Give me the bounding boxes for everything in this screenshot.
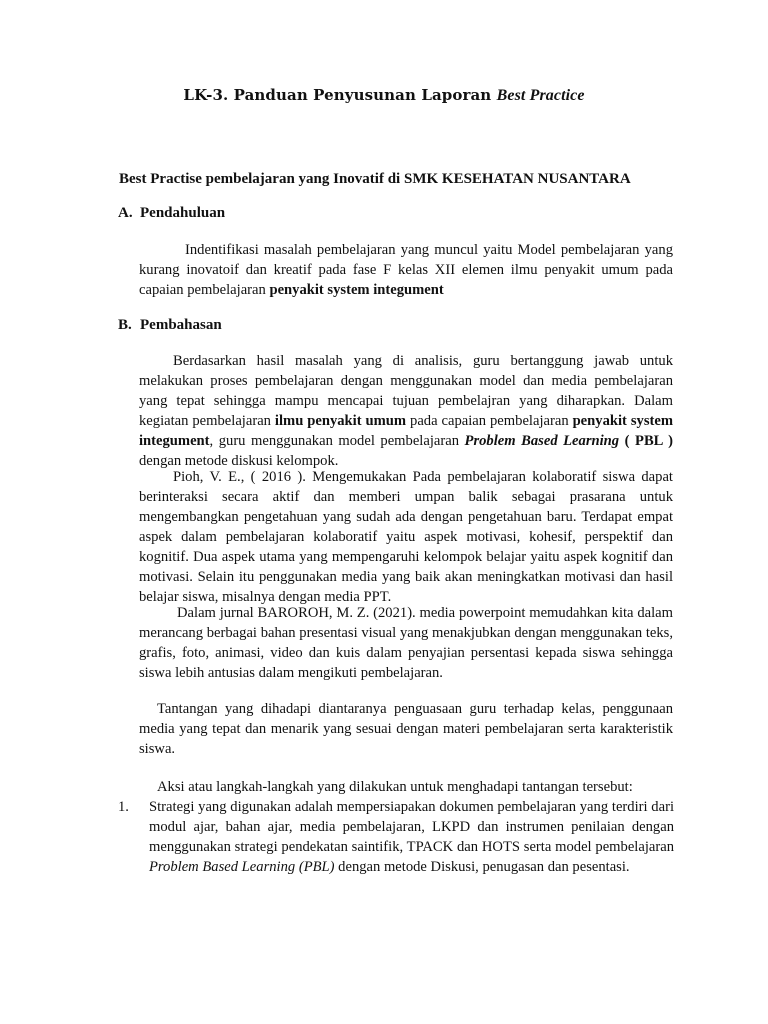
list-item — [118, 797, 674, 877]
title-main: LK-3. Panduan Penyusunan Laporan — [183, 86, 497, 104]
section-b-letter: B. — [118, 317, 132, 333]
section-b-heading — [118, 317, 222, 334]
section-b-paragraph-2: Pioh, V. E., ( 2016 ). Mengemukakan Pada pembelajaran kolaboratif siswa dapat berinteraksi secara aktif dan memberi umpan balik sebagai prasarana untuk mengembangkan pengetahuan yang sudah ada dengan pengetahuan baru. Terdapat empat aspek dalam pembelajaran kolaboratif yaitu aspek motivasi, kohesif, perspektif dan kognitif. Dua aspek utama yang mempengaruhi kelompok belajar yaitu aspek kognitif dan motivasi. Selain itu penggunakan media yang baik akan meningkatkan motivasi dan hasil belajar siswa, misalnya dengan media PPT. — [139, 469, 673, 605]
section-a-title: Pendahuluan — [140, 205, 226, 221]
section-a-letter: A. — [118, 205, 133, 221]
document-subtitle: Best Practise pembelajaran yang Inovatif di SMK KESEHATAN NUSANTARA — [119, 171, 631, 187]
action-list-intro: Aksi atau langkah-langkah yang dilakukan untuk menghadapi tantangan tersebut: — [157, 779, 633, 795]
section-b-paragraph-3: Dalam jurnal BAROROH, M. Z. (2021). media powerpoint memudahkan kita dalam merancang berbagai bahan presentasi visual yang menakjubkan dengan menggunakan teks, grafis, foto, animasi, video dan kuis dalam penyajian persentasi kepada siswa sehingga siswa lebih antusias dalam mengikuti pembelajaran. — [139, 605, 673, 681]
section-a-paragraph: Indentifikasi masalah pembelajaran yang muncul yaitu Model pembelajaran yang kurang inovatoif dan kreatif pada fase F kelas XII elemen ilmu penyakit umum pada capaian pembelajaran penyakit system integument — [139, 242, 673, 298]
list-item-text: Strategi yang digunakan adalah mempersiapakan dokumen pembelajaran yang terdiri dari modul ajar, bahan ajar, media pembelajaran, LKPD dan instrumen penilaian dengan menggunakan strategi pendekatan saintifik, TPACK dan HOTS serta model pembelajaran Problem Based Learning (PBL) dengan metode Diskusi, penugasan dan pesentasi. — [149, 799, 674, 875]
page-title — [0, 86, 768, 105]
action-list — [118, 777, 674, 877]
section-b-title: Pembahasan — [140, 317, 222, 333]
title-italic: Best Practice — [496, 87, 585, 104]
section-b-paragraph-1: Berdasarkan hasil masalah yang di analisis, guru bertanggung jawab untuk melakukan proses pembelajaran dengan menggunakan model dan media pembelajaran yang tepat sehingga mampu mencapai tujuan pembelajran yang diharapkan. Dalam kegiatan pembelajaran ilmu penyakit umum pada capaian pembelajaran penyakit system integument, guru menggunakan model pembelajaran Problem Based Learning ( PBL ) dengan metode diskusi kelompok. — [139, 353, 673, 469]
list-item-number: 1. — [118, 799, 129, 815]
section-b-paragraph-4: Tantangan yang dihadapi diantaranya penguasaan guru terhadap kelas, penggunaan media yang tepat dan menarik yang sesuai dengan materi pembelajaran serta karakteristik siswa. — [139, 701, 673, 757]
section-a-heading — [118, 205, 225, 222]
